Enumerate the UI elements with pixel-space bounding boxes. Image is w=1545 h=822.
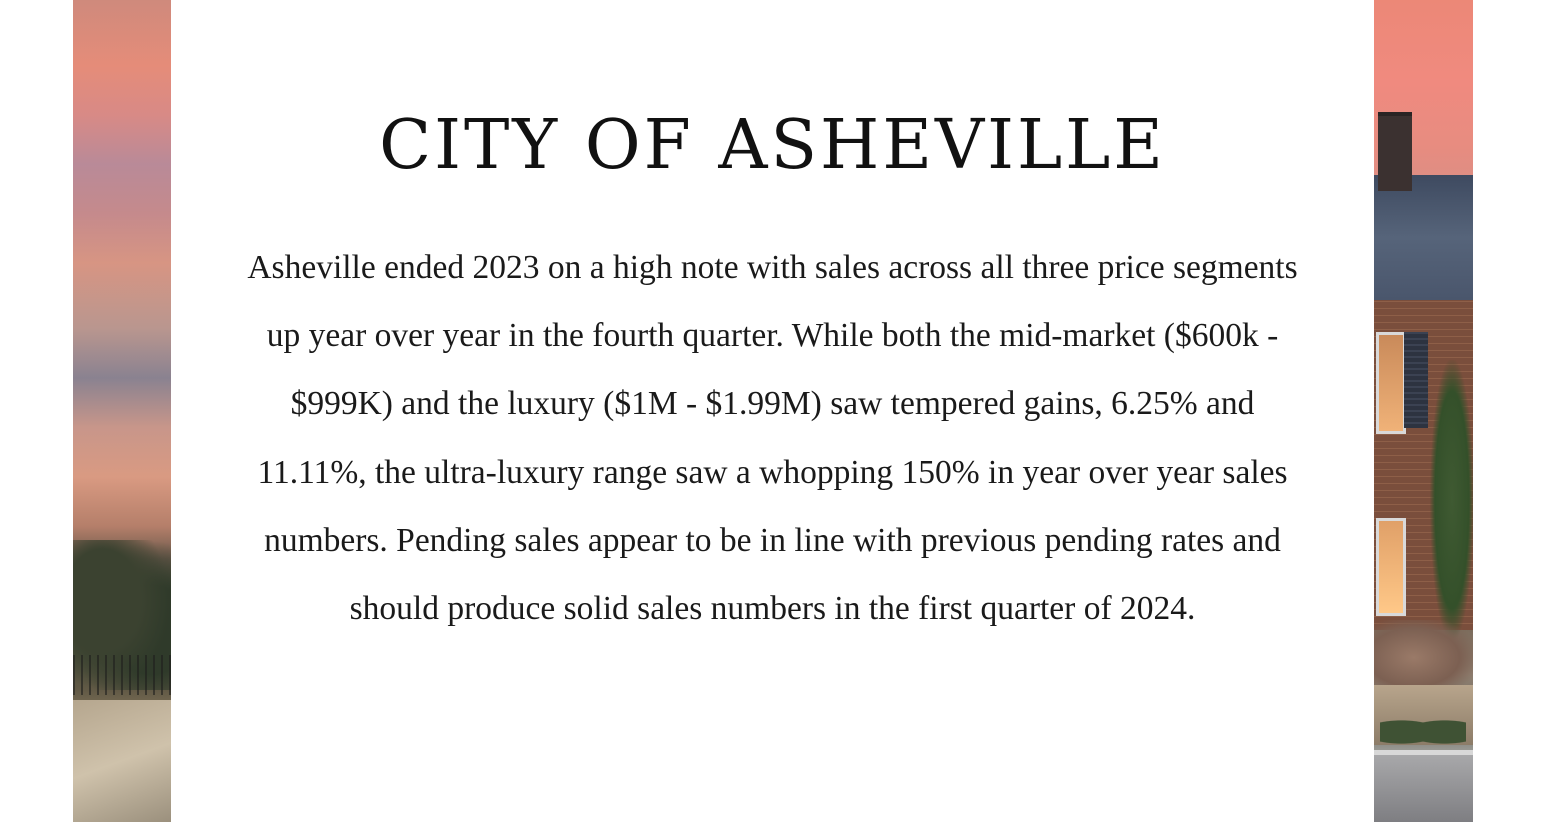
hedge [1380,712,1466,752]
chimney [1378,112,1412,191]
shrubs [1374,620,1473,695]
page-title: CITY OF ASHEVILLE [379,106,1166,185]
road [1374,755,1473,822]
sunset-landscape-photo-strip [73,0,171,822]
brick-house-photo-strip [1374,0,1473,822]
stone-path [73,700,171,822]
iron-fence [73,655,171,695]
report-content [171,0,1374,822]
lit-window [1376,332,1406,434]
slate-roof [1374,175,1473,300]
evergreen-tree [1430,360,1473,640]
window-shutter [1404,332,1428,428]
lit-window-lower [1376,518,1406,616]
market-summary-paragraph: Asheville ended 2023 on a high note with sales across all three price segments up year over year in the fourth quarter. While both the mid-market ($600k - $999K) and the luxury ($1M - $1.99M) saw tempered gains, 6.25% and 11.11%, the ultra-luxury range saw a whopping 150% in year over year sales numbers. Pending sales appear to be in line with previous pending rates and should produce solid sales numbers in the first quarter of 2024. [247,249,1298,628]
